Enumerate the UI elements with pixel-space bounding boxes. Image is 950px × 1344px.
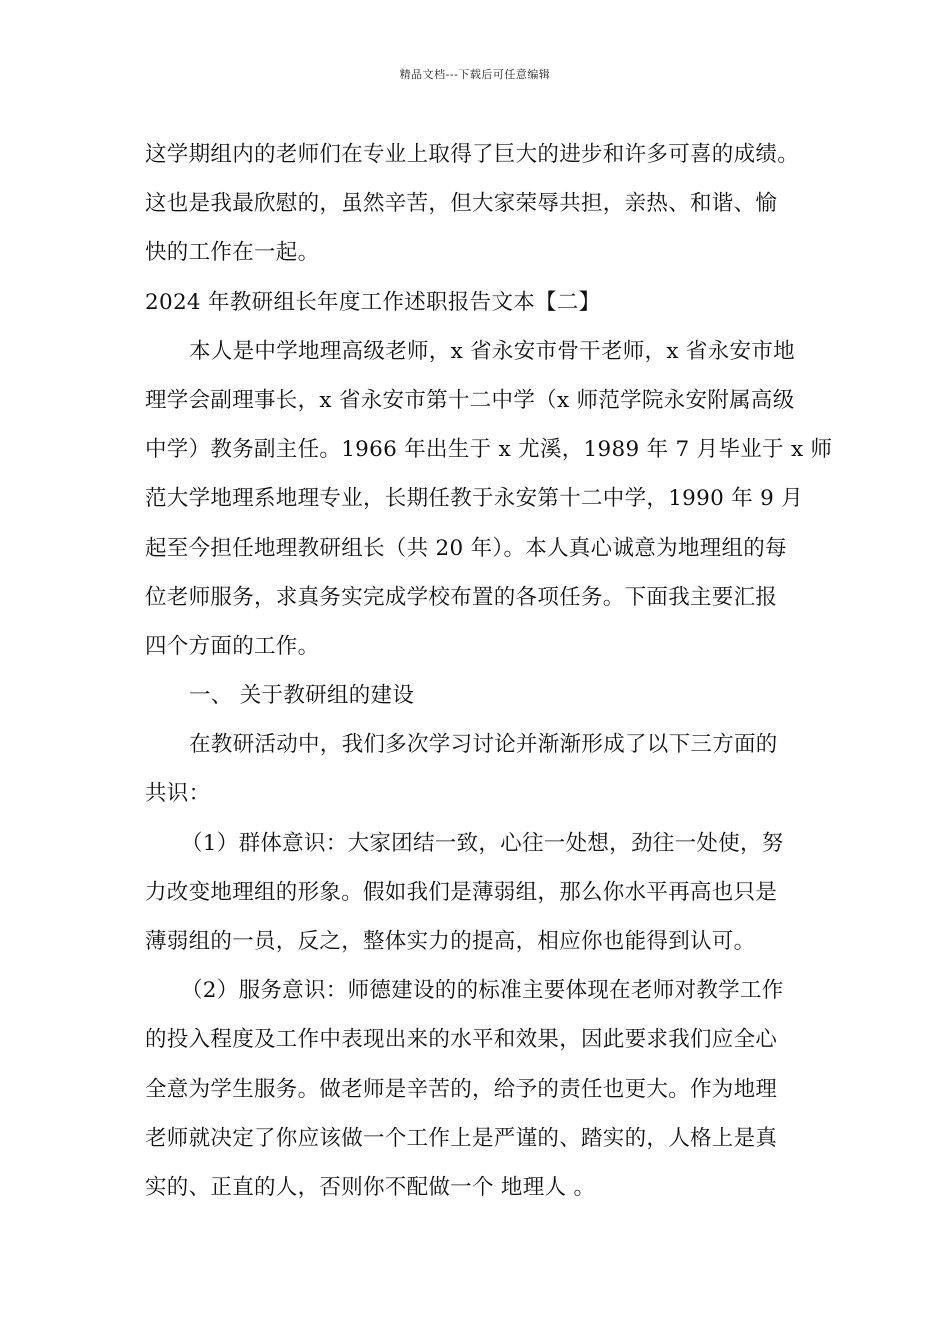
- paragraph-line: 老师就决定了你应该做一个工作上是严谨的、踏实的，人格上是真: [145, 1125, 778, 1151]
- paragraph-line: 范大学地理系地理专业，长期任教于永安第十二中学，1990 年 9 月: [145, 486, 804, 512]
- paragraph-line: 四个方面的工作。: [145, 633, 320, 659]
- page-header: 精品文档---下载后可任意编辑: [399, 68, 551, 81]
- section-heading: 2024 年教研组长年度工作述职报告文本【二】: [145, 289, 601, 315]
- paragraph-line: 快的工作在一起。: [145, 240, 320, 266]
- paragraph-line: 力改变地理组的形象。假如我们是薄弱组，那么你水平再高也只是: [145, 879, 778, 905]
- paragraph-line: 全意为学生服务。做老师是辛苦的，给予的责任也更大。作为地理: [145, 1076, 778, 1102]
- paragraph-line: 共识：: [145, 781, 211, 807]
- paragraph-line: 中学）教务副主任。1966 年出生于 x 尤溪，1989 年 7 月毕业于 x 师: [145, 437, 833, 463]
- paragraph-line: 薄弱组的一员，反之，整体实力的提高，相应你也能得到认可。: [145, 929, 756, 954]
- paragraph-line: （1）群体意识：大家团结一致，心往一处想，劲往一处使，努: [181, 830, 784, 856]
- document-body: [145, 130, 833, 1212]
- subsection-heading: 一、 关于教研组的建设: [189, 683, 415, 709]
- paragraph-line: 的投入程度及工作中表现出来的水平和效果，因此要求我们应全心: [145, 1027, 778, 1053]
- paragraph-line: 在教研活动中，我们多次学习讨论并渐渐形成了以下三方面的: [189, 732, 778, 758]
- paragraph-line: （2）服务意识：师德建设的的标准主要体现在老师对教学工作: [181, 978, 784, 1004]
- paragraph-line: 理学会副理事长，x 省永安市第十二中学（x 师范学院永安附属高级: [145, 387, 795, 413]
- paragraph-line: 本人是中学地理高级老师，x 省永安市骨干老师，x 省永安市地: [189, 338, 795, 364]
- paragraph-line: 实的、正直的人，否则你不配做一个 地理人 。: [145, 1174, 596, 1200]
- paragraph-line: 起至今担任地理教研组长（共 20 年）。本人真心诚意为地理组的每: [145, 535, 787, 561]
- paragraph-line: 位老师服务，求真务实完成学校布置的各项任务。下面我主要汇报: [145, 584, 778, 610]
- paragraph-line: 这学期组内的老师们在专业上取得了巨大的进步和许多可喜的成绩。: [145, 142, 800, 167]
- paragraph-line: 这也是我最欣慰的，虽然辛苦，但大家荣辱共担，亲热、和谐、愉: [145, 191, 778, 217]
